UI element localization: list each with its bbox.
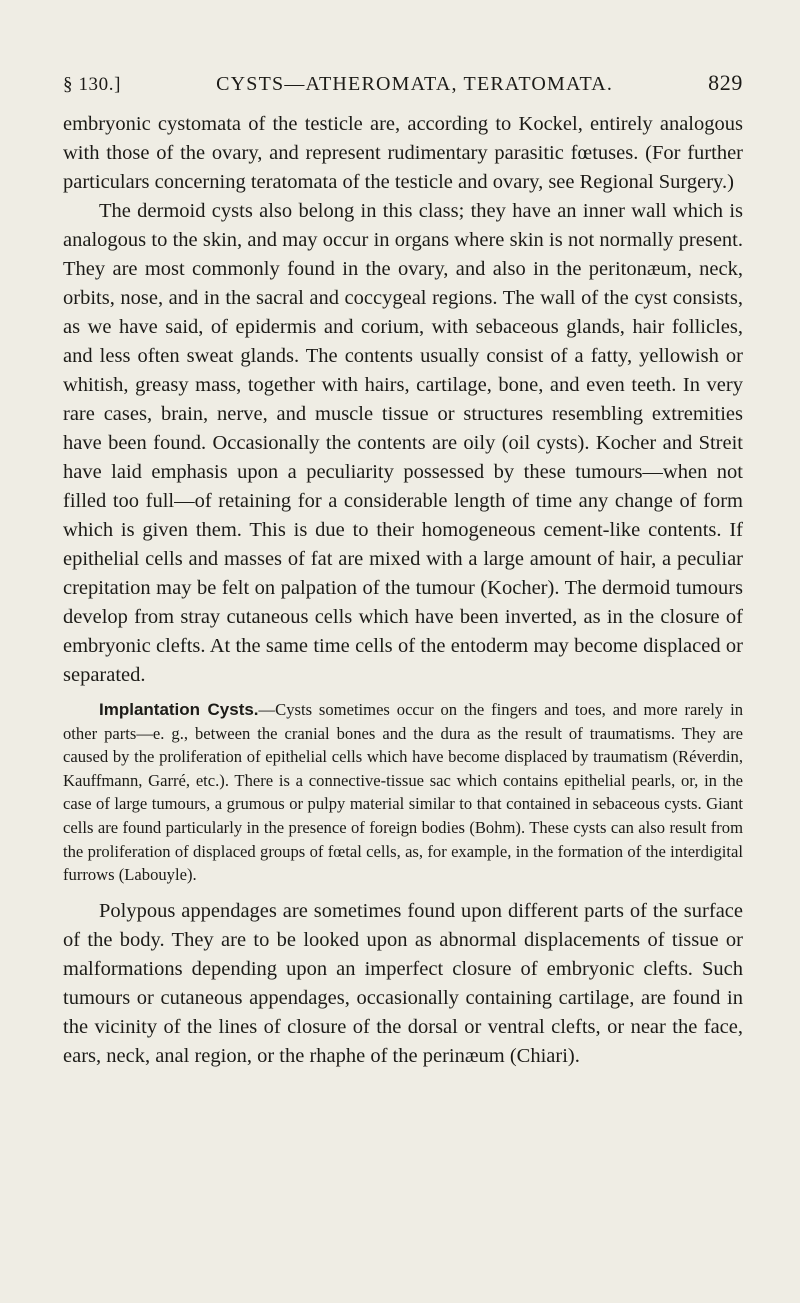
paragraph-dermoid-cysts: The dermoid cysts also belong in this class; they have an inner wall which is analogous to the skin, and may occur in organs where skin is not normally present. They are most commonly found in the ovary, and also in the peritonæum, neck, orbits, nose, and in the sacral and coccygeal regions. The wall of the cyst consists, as we have said, of epidermis and corium, with sebaceous glands, hair follicles, and less often sweat glands. The contents usually consist of a fatty, yellowish or whitish, greasy mass, together with hairs, cartilage, bone, and even teeth. In very rare cases, brain, nerve, and muscle tissue or structures resembling extremities have been found. Occasionally the contents are oily (oil cysts). Kocher and Streit have laid emphasis upon a peculiarity possessed by these tumours—when not filled too full—of retaining for a considerable length of time any change of form which is given them. This is due to their homogeneous cement-like contents. If epithelial cells and masses of fat are mixed with a large amount of hair, a peculiar crepitation may be felt on palpation of the tumour (Kocher). The dermoid tumours develop from stray cutaneous cells which have been inverted, as in the closure of embryonic clefts. At the same time cells of the entoderm may become displaced or separated. — [63, 200, 743, 686]
chapter-title: CYSTS—ATHEROMATA, TERATOMATA. — [216, 73, 614, 95]
running-header — [63, 70, 743, 96]
run-in-heading: Implantation Cysts. — [99, 700, 259, 719]
paragraph-continuation: embryonic cystomata of the testicle are, according to Kockel, entirely analogous with those of the ovary, and represent rudimentary parasitic fœtuses. (For further particulars concerning teratomata of the testicle and ovary, see Regional Surgery.) — [63, 113, 743, 193]
main-text — [63, 110, 743, 690]
small-print-section — [63, 698, 743, 887]
page-number: 829 — [708, 70, 743, 95]
main-text-continued — [63, 897, 743, 1071]
implantation-cysts-body: —Cysts sometimes occur on the fingers and toes, and more rarely in other parts—e. g., between the cranial bones and the dura as the result of traumatisms. They are caused by the proliferation of epithelial cells which have become displaced by traumatism (Réverdin, Kauffmann, Garré, etc.). There is a connective-tissue sac which contains epithelial pearls, or, in the case of large tumours, a grumous or pulpy material similar to that contained in sebaceous cysts. Giant cells are found particularly in the presence of foreign bodies (Bohm). These cysts can also result from the proliferation of displaced groups of fœtal cells, as, for example, in the formation of the interdigital furrows (Labouyle). — [63, 700, 743, 885]
paragraph-polypous-appendages: Polypous appendages are sometimes found upon different parts of the surface of the body. They are to be looked upon as abnormal displacements of tissue or malformations depending upon an imperfect closure of embryonic clefts. Such tumours or cutaneous appendages, occasionally containing cartilage, are found in the vicinity of the lines of closure of the dorsal or ventral clefts, or near the face, ears, neck, anal region, or the rhaphe of the perinæum (Chiari). — [63, 899, 743, 1067]
section-number: § 130.] — [63, 74, 122, 95]
book-page — [63, 70, 743, 1071]
paragraph-implantation-cysts — [63, 698, 743, 887]
